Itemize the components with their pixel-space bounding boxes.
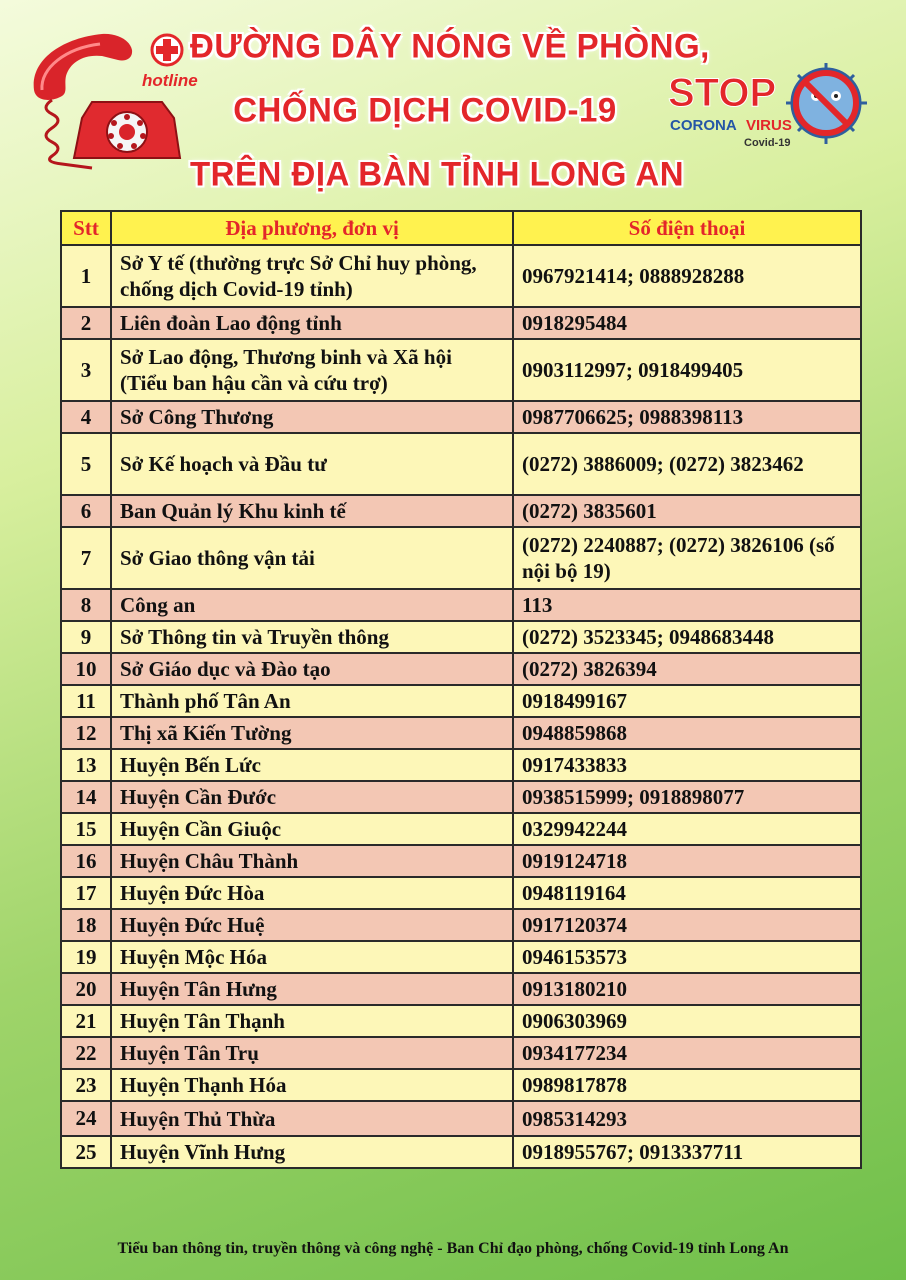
row-phone: 0918295484	[513, 307, 861, 339]
row-unit-name: Sở Giáo dục và Đào tạo	[111, 653, 513, 685]
row-stt: 23	[61, 1069, 111, 1101]
row-stt: 17	[61, 877, 111, 909]
table-row	[61, 813, 861, 845]
footer-credit: Tiểu ban thông tin, truyền thông và công nghệ - Ban Chỉ đạo phòng, chống Covid-19 tỉnh Long An	[117, 1240, 789, 1257]
row-phone: 0917433833	[513, 749, 861, 781]
medical-cross-icon	[152, 35, 182, 65]
row-phone: 0946153573	[513, 941, 861, 973]
row-stt: 3	[61, 339, 111, 401]
row-stt: 10	[61, 653, 111, 685]
table-row	[61, 307, 861, 339]
row-phone: 0967921414; 0888928288	[513, 245, 861, 307]
table-row	[61, 685, 861, 717]
row-unit-name: Huyện Mộc Hóa	[111, 941, 513, 973]
table-row	[61, 845, 861, 877]
row-phone: 0329942244	[513, 813, 861, 845]
table-row	[61, 1069, 861, 1101]
stop-coronavirus-logo	[666, 58, 886, 168]
row-unit-name: Huyện Đức Hòa	[111, 877, 513, 909]
row-unit-name: Công an	[111, 589, 513, 621]
row-phone: 0919124718	[513, 845, 861, 877]
stop-label: STOP	[668, 71, 777, 115]
table-row	[61, 495, 861, 527]
table-row	[61, 401, 861, 433]
row-phone: 0918955767; 0913337711	[513, 1136, 861, 1168]
row-phone: 0913180210	[513, 973, 861, 1005]
row-unit-name: Huyện Tân Hưng	[111, 973, 513, 1005]
virus-label: VIRUS	[746, 117, 792, 134]
row-unit-name: Huyện Đức Huệ	[111, 909, 513, 941]
row-unit-name: Huyện Vĩnh Hưng	[111, 1136, 513, 1168]
row-phone: (0272) 3886009; (0272) 3823462	[513, 433, 861, 495]
row-unit-name: Huyện Cần Đước	[111, 781, 513, 813]
table-row	[61, 653, 861, 685]
row-stt: 22	[61, 1037, 111, 1069]
row-stt: 15	[61, 813, 111, 845]
table-row	[61, 941, 861, 973]
hotline-telephone-logo	[22, 30, 212, 180]
row-phone: (0272) 3826394	[513, 653, 861, 685]
row-stt: 16	[61, 845, 111, 877]
row-phone: (0272) 2240887; (0272) 3826106 (số nội bộ 19)	[513, 527, 861, 589]
title-line-2: CHỐNG DỊCH COVID-19	[233, 90, 617, 129]
row-unit-name: Ban Quản lý Khu kinh tế	[111, 495, 513, 527]
telephone-handset-icon	[34, 34, 132, 100]
col-header-phone: Số điện thoại	[513, 211, 861, 245]
row-unit-name: Thành phố Tân An	[111, 685, 513, 717]
row-phone: (0272) 3835601	[513, 495, 861, 527]
row-phone: 0938515999; 0918898077	[513, 781, 861, 813]
row-unit-name: Huyện Cần Giuộc	[111, 813, 513, 845]
table-row	[61, 1037, 861, 1069]
hotline-table	[60, 210, 862, 1169]
title-line-1: ĐƯỜNG DÂY NÓNG VỀ PHÒNG,	[190, 26, 710, 65]
table-row	[61, 877, 861, 909]
row-stt: 1	[61, 245, 111, 307]
row-stt: 25	[61, 1136, 111, 1168]
row-unit-name: Huyện Thạnh Hóa	[111, 1069, 513, 1101]
table-row	[61, 973, 861, 1005]
row-stt: 2	[61, 307, 111, 339]
row-unit-name: Thị xã Kiến Tường	[111, 717, 513, 749]
row-phone: 0906303969	[513, 1005, 861, 1037]
table-row	[61, 909, 861, 941]
row-stt: 7	[61, 527, 111, 589]
row-phone: 0917120374	[513, 909, 861, 941]
row-phone: 0903112997; 0918499405	[513, 339, 861, 401]
row-stt: 18	[61, 909, 111, 941]
row-stt: 13	[61, 749, 111, 781]
table-row	[61, 433, 861, 495]
table-row	[61, 245, 861, 307]
row-stt: 11	[61, 685, 111, 717]
telephone-base-icon	[74, 102, 180, 158]
row-unit-name: Sở Giao thông vận tải	[111, 527, 513, 589]
col-header-unit: Địa phương, đơn vị	[111, 211, 513, 245]
row-stt: 4	[61, 401, 111, 433]
virus-icon	[786, 63, 867, 144]
row-stt: 9	[61, 621, 111, 653]
table-row	[61, 749, 861, 781]
table-header-row	[61, 211, 861, 245]
row-stt: 14	[61, 781, 111, 813]
row-stt: 20	[61, 973, 111, 1005]
row-stt: 6	[61, 495, 111, 527]
table-row	[61, 621, 861, 653]
row-unit-name: Liên đoàn Lao động tỉnh	[111, 307, 513, 339]
row-unit-name: Huyện Tân Trụ	[111, 1037, 513, 1069]
title-line-3: TRÊN ĐỊA BÀN TỈNH LONG AN	[190, 154, 685, 193]
row-phone: 0918499167	[513, 685, 861, 717]
row-stt: 19	[61, 941, 111, 973]
table-row	[61, 527, 861, 589]
row-stt: 12	[61, 717, 111, 749]
row-unit-name: Huyện Tân Thạnh	[111, 1005, 513, 1037]
row-phone: 0987706625; 0988398113	[513, 401, 861, 433]
row-unit-name: Huyện Bến Lức	[111, 749, 513, 781]
table-row	[61, 1005, 861, 1037]
row-phone: 0989817878	[513, 1069, 861, 1101]
row-unit-name: Sở Y tế (thường trực Sở Chỉ huy phòng, chống dịch Covid-19 tỉnh)	[111, 245, 513, 307]
col-header-stt: Stt	[61, 211, 111, 245]
row-phone: (0272) 3523345; 0948683448	[513, 621, 861, 653]
corona-label: CORONA	[670, 117, 737, 134]
table-row	[61, 717, 861, 749]
table-row	[61, 589, 861, 621]
row-phone: 0985314293	[513, 1101, 861, 1136]
covid-label: Covid-19	[744, 137, 791, 149]
row-stt: 24	[61, 1101, 111, 1136]
row-unit-name: Huyện Châu Thành	[111, 845, 513, 877]
table-row	[61, 1136, 861, 1168]
row-stt: 21	[61, 1005, 111, 1037]
row-unit-name: Sở Lao động, Thương binh và Xã hội (Tiểu ban hậu cần và cứu trợ)	[111, 339, 513, 401]
row-phone: 113	[513, 589, 861, 621]
row-stt: 8	[61, 589, 111, 621]
row-phone: 0948119164	[513, 877, 861, 909]
row-stt: 5	[61, 433, 111, 495]
hotline-label: hotline	[142, 71, 198, 90]
table-row	[61, 1101, 861, 1136]
row-phone: 0934177234	[513, 1037, 861, 1069]
row-phone: 0948859868	[513, 717, 861, 749]
table-row	[61, 781, 861, 813]
row-unit-name: Sở Thông tin và Truyền thông	[111, 621, 513, 653]
row-unit-name: Huyện Thủ Thừa	[111, 1101, 513, 1136]
row-unit-name: Sở Công Thương	[111, 401, 513, 433]
row-unit-name: Sở Kế hoạch và Đầu tư	[111, 433, 513, 495]
table-row	[61, 339, 861, 401]
